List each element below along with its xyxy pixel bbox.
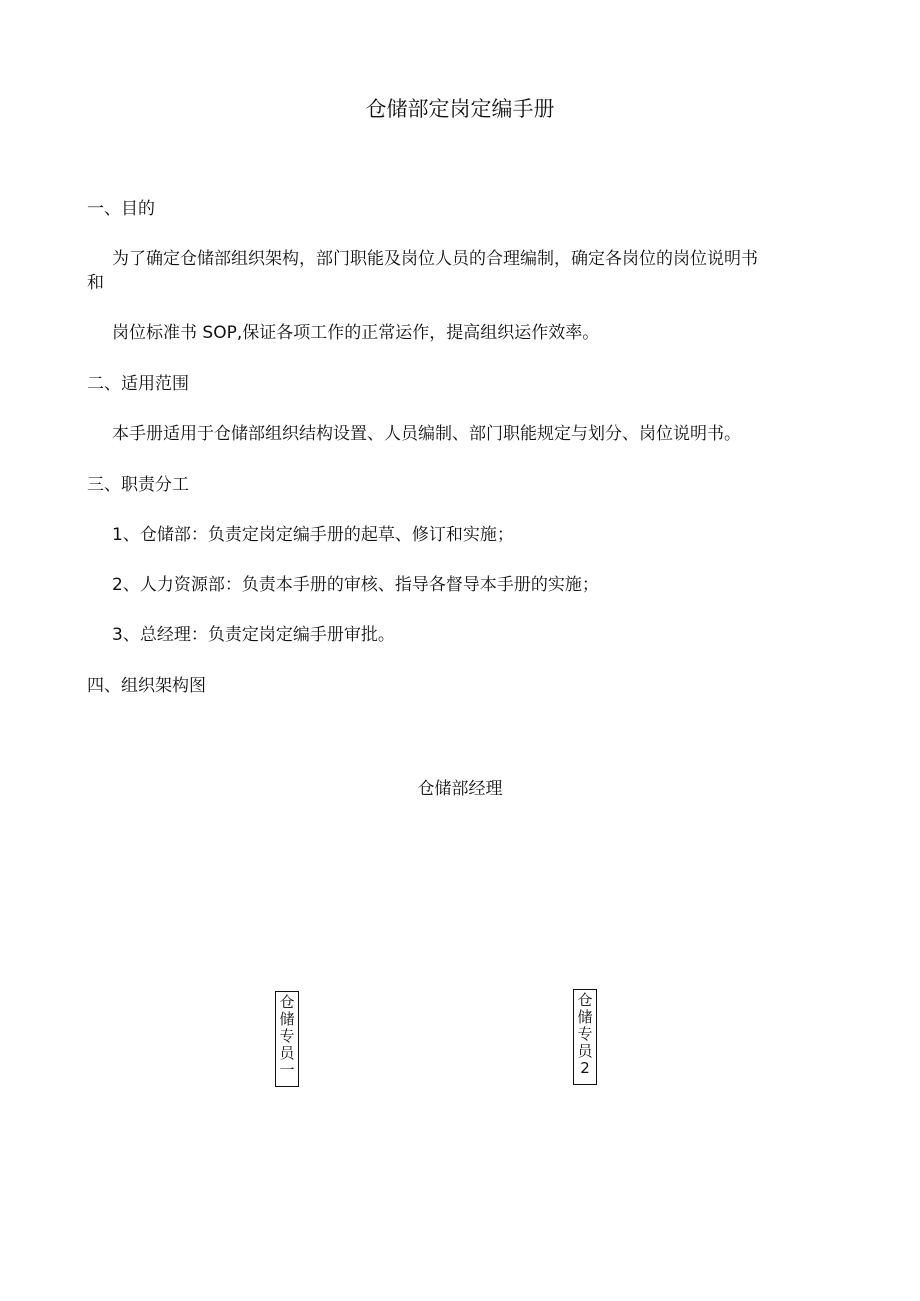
staff-2-char: 2 xyxy=(580,1059,590,1077)
purpose-paragraph-wrap: 和 xyxy=(87,273,104,293)
staff-1-char: 员 xyxy=(279,1044,295,1062)
section-heading-org-chart: 四、组织架构图 xyxy=(87,676,206,696)
section-heading-duties: 三、职责分工 xyxy=(87,475,189,495)
section-heading-purpose: 一、目的 xyxy=(87,199,155,219)
purpose-paragraph-line-2: 岗位标准书 SOP,保证各项工作的正常运作，提高组织运作效率。 xyxy=(112,323,600,343)
staff-2-char: 专 xyxy=(577,1025,593,1043)
org-chart-staff-1-box xyxy=(275,991,299,1087)
staff-1-char: 仓 xyxy=(279,993,295,1011)
org-chart-staff-2-box xyxy=(573,989,597,1085)
staff-1-char: 储 xyxy=(279,1010,295,1028)
section-heading-scope: 二、适用范围 xyxy=(87,374,189,394)
staff-2-char: 仓 xyxy=(577,991,593,1009)
duty-item-3: 3、总经理：负责定岗定编手册审批。 xyxy=(112,625,395,645)
staff-2-char: 储 xyxy=(577,1008,593,1026)
document-title: 仓储部定岗定编手册 xyxy=(365,97,555,121)
duty-item-1: 1、仓储部：负责定岗定编手册的起草、修订和实施； xyxy=(112,525,514,545)
duty-item-2: 2、人力资源部：负责本手册的审核、指导各督导本手册的实施； xyxy=(112,575,599,595)
staff-1-char: 专 xyxy=(279,1027,295,1045)
purpose-paragraph-line-1: 为了确定仓储部组织架构，部门职能及岗位人员的合理编制，确定各岗位的岗位说明书 xyxy=(112,249,758,269)
staff-1-char: 一 xyxy=(279,1061,295,1079)
org-chart-manager-label: 仓储部经理 xyxy=(417,779,503,799)
scope-paragraph: 本手册适用于仓储部组织结构设置、人员编制、部门职能规定与划分、岗位说明书。 xyxy=(112,424,741,444)
staff-2-char: 员 xyxy=(577,1042,593,1060)
